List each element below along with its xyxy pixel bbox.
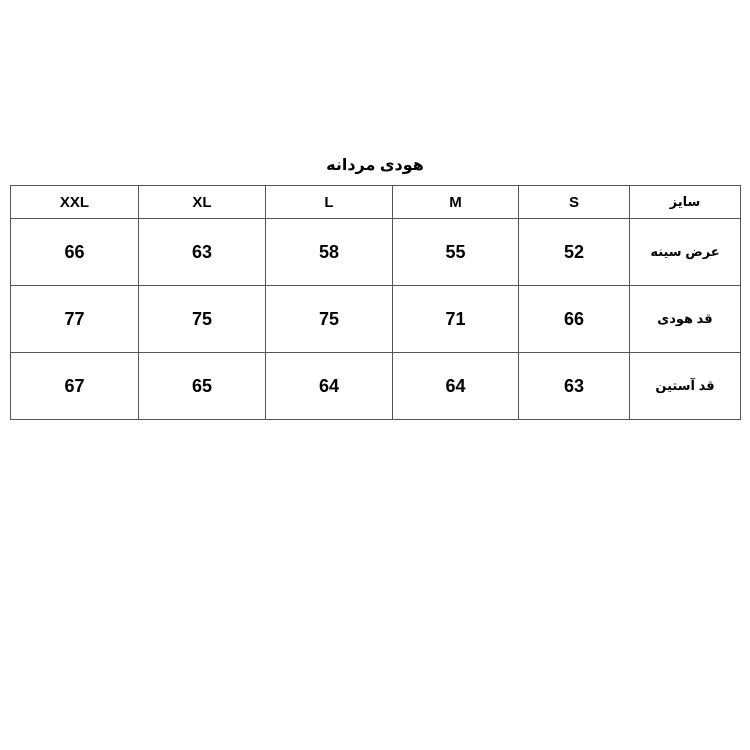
table-cell: 71	[393, 286, 519, 353]
row-label: عرض سینه	[630, 219, 741, 286]
table-row-chest-width	[11, 219, 741, 286]
table-cell: 52	[519, 219, 630, 286]
table-cell: 67	[11, 353, 139, 420]
table-cell: 64	[266, 353, 393, 420]
table-row-hoodie-length	[11, 286, 741, 353]
size-header-xxl: XXL	[11, 186, 139, 219]
size-header-xl: XL	[139, 186, 266, 219]
page-title: هودی مردانه	[326, 157, 424, 174]
size-header-label: سایز	[630, 186, 741, 219]
row-label: قد هودی	[630, 286, 741, 353]
table-cell: 66	[11, 219, 139, 286]
size-chart-table	[10, 185, 741, 420]
table-cell: 75	[139, 286, 266, 353]
table-cell: 63	[519, 353, 630, 420]
size-header-l: L	[266, 186, 393, 219]
table-cell: 65	[139, 353, 266, 420]
table-cell: 55	[393, 219, 519, 286]
table-cell: 75	[266, 286, 393, 353]
size-header-s: S	[519, 186, 630, 219]
table-row-sleeve-length	[11, 353, 741, 420]
table-cell: 64	[393, 353, 519, 420]
table-header-row	[11, 186, 741, 219]
table-cell: 66	[519, 286, 630, 353]
size-header-m: M	[393, 186, 519, 219]
table-cell: 77	[11, 286, 139, 353]
row-label: قد آستین	[630, 353, 741, 420]
table-cell: 58	[266, 219, 393, 286]
table-cell: 63	[139, 219, 266, 286]
